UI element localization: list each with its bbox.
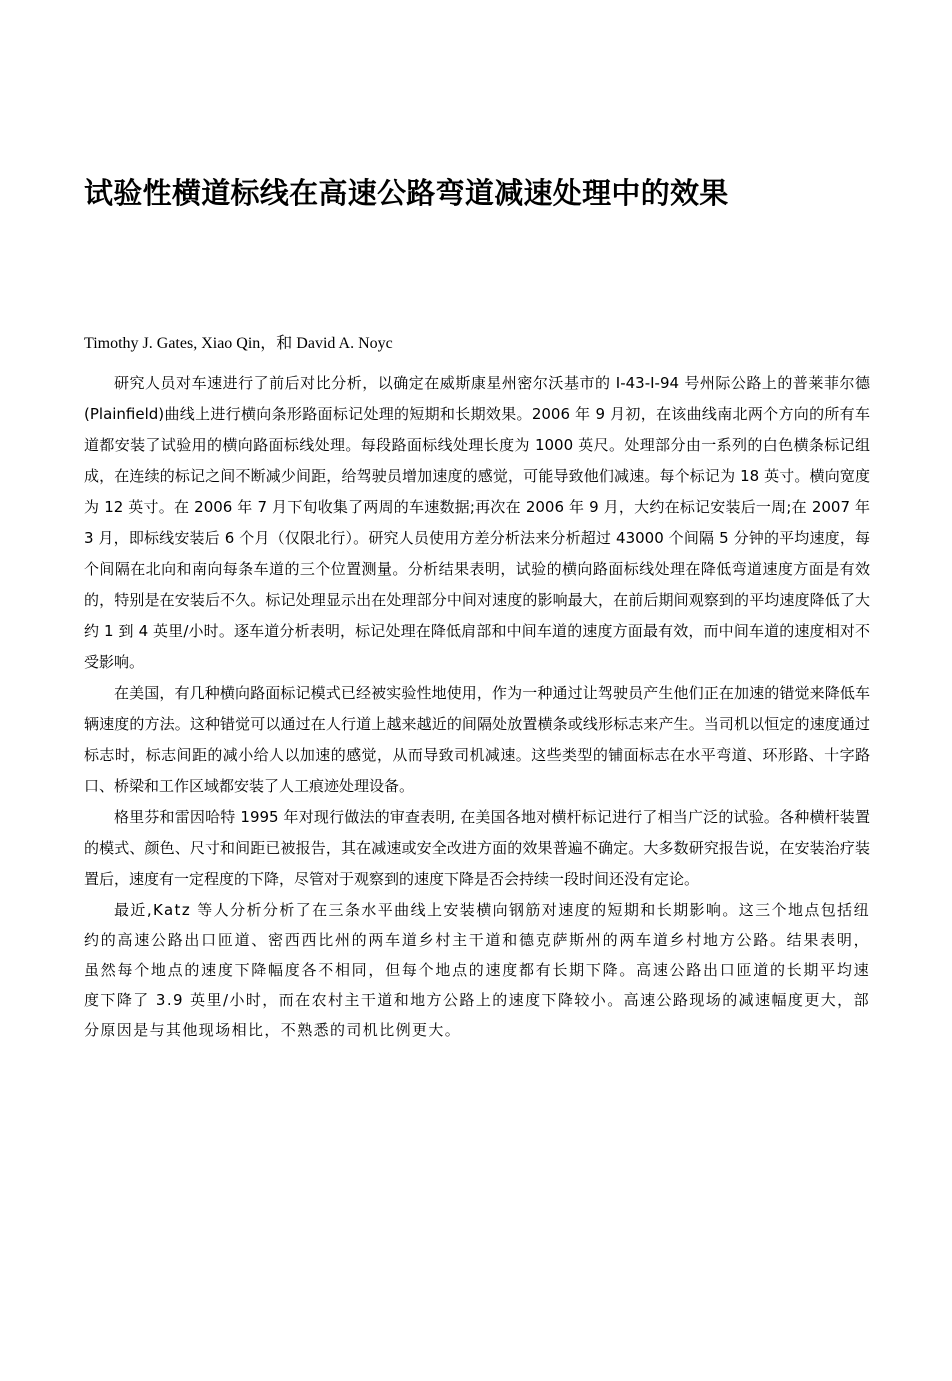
document-title: 试验性横道标线在高速公路弯道减速处理中的效果 bbox=[84, 176, 729, 210]
body-paragraph: 最近,Katz 等人分析分析了在三条水平曲线上安装横向钢筋对速度的短期和长期影响。这三个地点包括纽约的高速公路出口匝道、密西西比州的两车道乡村主干道和德克萨斯州的两车道乡村地方公路。结果表明，虽然每个地点的速度下降幅度各不相同，但每个地点的速度都有长期下降。高速公路出口匝道的长期平均速度下降了 3.9 英里/小时，而在农村主干道和地方公路上的速度下降较小。高速公路现场的减速幅度更大，部分原因是与其他现场相比，不熟悉的司机比例更大。 bbox=[84, 901, 870, 1039]
body-paragraph: 格里芬和雷因哈特 1995 年对现行做法的审查表明, 在美国各地对横杆标记进行了相当广泛的试验。各种横杆装置的模式、颜色、尺寸和间距已被报告，其在减速或安全改进方面的效果普遍不确定。大多数研究报告说，在安装治疗装置后，速度有一定程度的下降，尽管对于观察到的速度下降是否会持续一段时间还没有定论。 bbox=[84, 808, 870, 888]
body-paragraph: 在美国，有几种横向路面标记模式已经被实验性地使用，作为一种通过让驾驶员产生他们正在加速的错觉来降低车辆速度的方法。这种错觉可以通过在人行道上越来越近的间隔处放置横条或线形标志来产生。当司机以恒定的速度通过标志时，标志间距的减小给人以加速的感觉，从而导致司机减速。这些类型的铺面标志在水平弯道、环形路、十字路口、桥梁和工作区域都安装了人工痕迹处理设备。 bbox=[84, 684, 870, 795]
abstract-paragraph: 研究人员对车速进行了前后对比分析，以确定在威斯康星州密尔沃基市的 I-43-I-94 号州际公路上的普莱菲尔德(Plainfield)曲线上进行横向条形路面标记处理的短期和长期效果。2006 年 9 月初，在该曲线南北两个方向的所有车道都安装了试验用的横向路面标线处理。每段路面标线处理长度为 1000 英尺。处理部分由一系列的白色横条标记组成，在连续的标记之间不断减少间距，给驾驶员增加速度的感觉，可能导致他们减速。每个标记为 18 英寸。横向宽度为 12 英寸。在 2006 年 7 月下旬收集了两周的车速数据;再次在 2006 年 9 月，大约在标记安装后一周;在 2007 年 3 月，即标线安装后 6 个月（仅限北行）。研究人员使用方差分析法来分析超过 43000 个间隔 5 分钟的平均速度，每个间隔在北向和南向每条车道的三个位置测量。分析结果表明，试验的横向路面标线处理在降低弯道速度方面是有效的，特别是在安装后不久。标记处理显示出在处理部分中间对速度的影响最大，在前后期间观察到的平均速度降低了大约 1 到 4 英里/小时。逐车道分析表明，标记处理在降低肩部和中间车道的速度方面最有效，而中间车道的速度相对不受影响。 bbox=[84, 374, 870, 671]
author-line: Timothy J. Gates, Xiao Qin，和 David A. Noyc bbox=[84, 335, 393, 352]
document-body bbox=[84, 368, 870, 1045]
